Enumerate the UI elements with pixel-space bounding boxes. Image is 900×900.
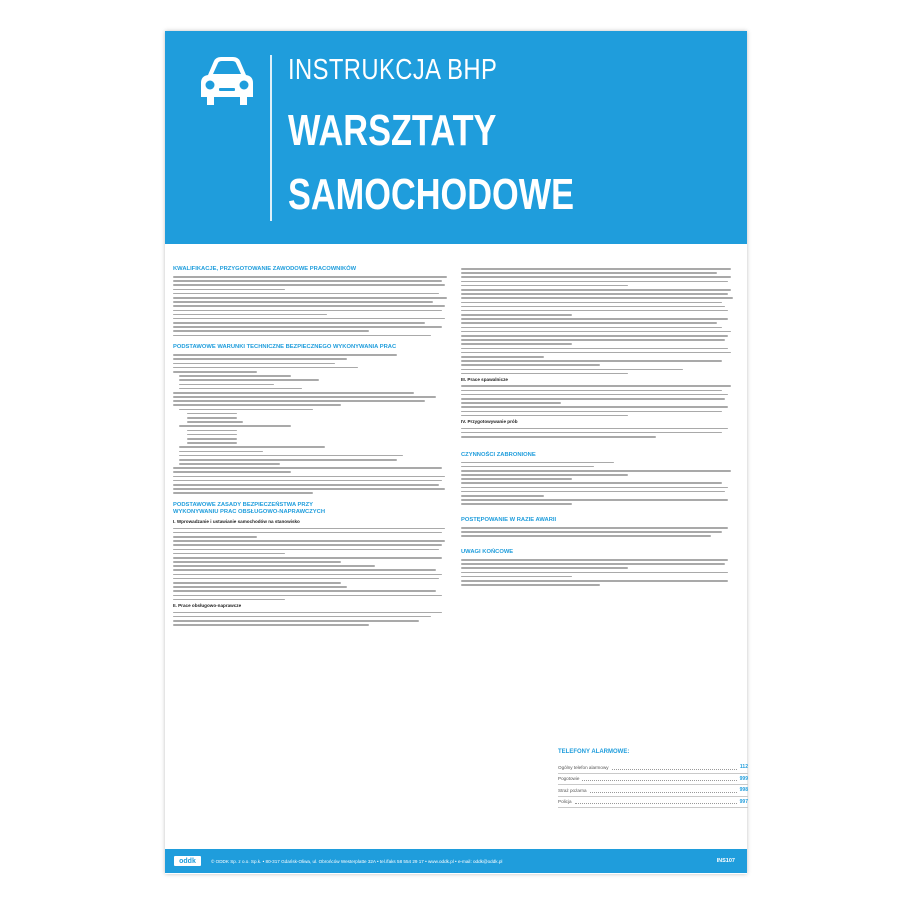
footer-address: © ODDK Sp. z o.o. Sp.k. • 80-317 Gdańsk-Oliwa, ul. Obrońców Westerplatte 32A • tel./faks 58 554 29 17 • www.oddk.pl • e-mail: oddk@oddk.pl <box>211 858 503 864</box>
phone-number: 999 <box>739 775 748 782</box>
phone-row <box>558 774 748 786</box>
subheading-1: I. Wprowadzanie i ustawianie samochodów na stanowisko <box>173 519 300 524</box>
right-column <box>461 262 739 588</box>
subheading-4: IV. Przygotowywanie prób <box>461 418 518 424</box>
section-heading-safety-2: WYKONYWANIU PRAC OBSŁUGOWO-NAPRAWCZYCH <box>173 509 326 515</box>
section-heading-final: UWAGI KOŃCOWE <box>461 548 514 555</box>
poster-header <box>165 31 747 244</box>
left-column <box>173 262 453 628</box>
car-icon <box>195 53 259 113</box>
subheading-2: II. Prace obsługowo-naprawcze <box>173 602 242 608</box>
instruction-poster <box>165 31 747 874</box>
poster-title-line-1: WARSZTATY <box>288 106 497 155</box>
phone-number: 997 <box>739 798 748 805</box>
poster-footer <box>165 849 747 873</box>
section-heading-safety-1: PODSTAWOWE ZASADY BEZPIECZEŃSTWA PRZY <box>173 502 313 508</box>
section-heading-qualifications: KWALIFIKACJE, PRZYGOTOWANIE ZAWODOWE PRACOWNIKÓW <box>173 266 357 272</box>
document-code: INS107 <box>716 858 735 864</box>
phone-number: 998 <box>739 787 748 794</box>
oddk-logo: oddk <box>174 856 201 866</box>
phone-name: Straż pożarna <box>558 787 587 793</box>
phone-row <box>558 797 748 809</box>
emergency-phones <box>558 749 748 808</box>
phone-number: 112 <box>739 764 748 771</box>
subheading-3: III. Prace spawalnicze <box>461 376 508 382</box>
phones-title: TELEFONY ALARMOWE: <box>558 749 630 755</box>
phone-row <box>558 785 748 797</box>
phone-name: Pogotowie <box>558 776 580 782</box>
section-heading-accident: POSTĘPOWANIE W RAZIE AWARII <box>461 517 557 523</box>
phone-name: Policja <box>558 799 572 805</box>
section-heading-forbidden: CZYNNOŚCI ZABRONIONE <box>461 451 536 458</box>
phone-row <box>558 762 748 774</box>
header-divider <box>270 55 272 221</box>
phone-name: Ogólny telefon alarmowy <box>558 764 609 770</box>
section-heading-technical: PODSTAWOWE WARUNKI TECHNICZNE BEZPIECZNEGO WYKONYWANIA PRAC <box>173 344 397 351</box>
poster-title-line-2: SAMOCHODOWE <box>288 170 574 219</box>
poster-label: INSTRUKCJA BHP <box>288 54 498 86</box>
